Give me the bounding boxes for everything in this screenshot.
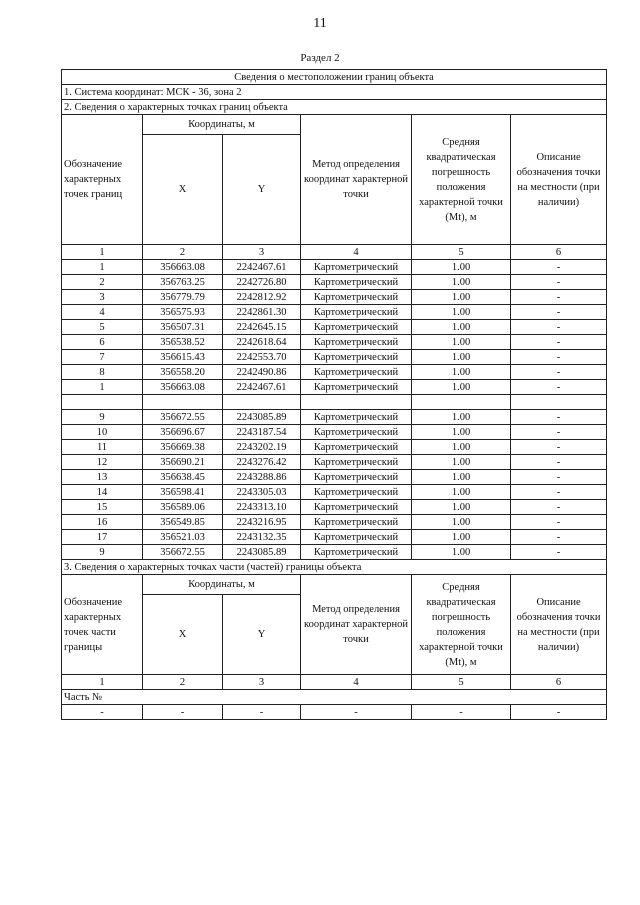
y-cell: 2243313.10 <box>223 500 301 515</box>
empty-cell <box>62 395 143 410</box>
empty-cell <box>511 395 607 410</box>
mt-cell: 1.00 <box>412 455 511 470</box>
description-cell: - <box>511 365 607 380</box>
y-cell: 2242618.64 <box>223 335 301 350</box>
description-cell: - <box>511 320 607 335</box>
coord-system: 1. Система координат: МСК - 36, зона 2 <box>62 85 607 100</box>
method-cell: Картометрический <box>301 545 412 560</box>
x-cell: 356779.79 <box>143 290 223 305</box>
method-cell: Картометрический <box>301 290 412 305</box>
method-cell: Картометрический <box>301 410 412 425</box>
column-number: 3 <box>223 675 301 690</box>
point-id-cell: 3 <box>62 290 143 305</box>
table-row <box>62 350 607 365</box>
table-row <box>62 320 607 335</box>
point-id-cell: 1 <box>62 380 143 395</box>
description-cell: - <box>511 410 607 425</box>
point-id-cell: 17 <box>62 530 143 545</box>
part-cell: - <box>511 705 607 720</box>
column-number: 5 <box>412 675 511 690</box>
method-cell: Картометрический <box>301 320 412 335</box>
mt-cell: 1.00 <box>412 515 511 530</box>
table-row <box>62 305 607 320</box>
table-row <box>62 425 607 440</box>
method-cell: Картометрический <box>301 530 412 545</box>
x-cell: 356558.20 <box>143 365 223 380</box>
mt-cell: 1.00 <box>412 500 511 515</box>
description-cell: - <box>511 350 607 365</box>
x-cell: 356696.67 <box>143 425 223 440</box>
description-cell: - <box>511 470 607 485</box>
method-cell: Картометрический <box>301 365 412 380</box>
mt-cell: 1.00 <box>412 440 511 455</box>
point-id-cell: 5 <box>62 320 143 335</box>
method-cell: Картометрический <box>301 350 412 365</box>
column-number: 6 <box>511 675 607 690</box>
table-row <box>62 440 607 455</box>
mt-cell: 1.00 <box>412 335 511 350</box>
part-label: Часть № <box>62 690 607 705</box>
x-cell: 356615.43 <box>143 350 223 365</box>
y-cell: 2242812.92 <box>223 290 301 305</box>
table-row <box>62 365 607 380</box>
description-cell: - <box>511 290 607 305</box>
part-header-designation: Обозначение характерных точек части границы <box>62 575 143 675</box>
description-cell: - <box>511 455 607 470</box>
mt-cell: 1.00 <box>412 545 511 560</box>
table-row <box>62 410 607 425</box>
description-cell: - <box>511 515 607 530</box>
y-cell: 2243305.03 <box>223 485 301 500</box>
mt-cell: 1.00 <box>412 365 511 380</box>
part-section-title: 3. Сведения о характерных точках части (частей) границы объекта <box>62 560 607 575</box>
part-header-x: X <box>143 595 223 675</box>
table-title: Сведения о местоположении границ объекта <box>62 70 607 85</box>
point-id-cell: 14 <box>62 485 143 500</box>
x-cell: 356763.25 <box>143 275 223 290</box>
y-cell: 2242490.86 <box>223 365 301 380</box>
table-row <box>62 485 607 500</box>
empty-cell <box>223 395 301 410</box>
description-cell: - <box>511 545 607 560</box>
page-number: 11 <box>313 16 327 31</box>
point-id-cell: 9 <box>62 410 143 425</box>
method-cell: Картометрический <box>301 440 412 455</box>
x-cell: 356669.38 <box>143 440 223 455</box>
table-row <box>62 380 607 395</box>
mt-cell: 1.00 <box>412 425 511 440</box>
part-cell: - <box>301 705 412 720</box>
table-row <box>62 260 607 275</box>
column-number: 2 <box>143 245 223 260</box>
y-cell: 2242467.61 <box>223 260 301 275</box>
description-cell: - <box>511 530 607 545</box>
point-id-cell: 11 <box>62 440 143 455</box>
point-id-cell: 1 <box>62 260 143 275</box>
y-cell: 2243085.89 <box>223 410 301 425</box>
y-cell: 2243276.42 <box>223 455 301 470</box>
header-description: Описание обозначения точки на местности (при наличии) <box>511 115 607 245</box>
points-section-title: 2. Сведения о характерных точках границ объекта <box>62 100 607 115</box>
method-cell: Картометрический <box>301 470 412 485</box>
part-header-y: Y <box>223 595 301 675</box>
y-cell: 2242861.30 <box>223 305 301 320</box>
method-cell: Картометрический <box>301 260 412 275</box>
header-coords: Координаты, м <box>143 115 301 135</box>
y-cell: 2243216.95 <box>223 515 301 530</box>
part-data-row <box>62 705 607 720</box>
table-row <box>62 290 607 305</box>
x-cell: 356589.06 <box>143 500 223 515</box>
empty-cell <box>301 395 412 410</box>
part-cell: - <box>143 705 223 720</box>
y-cell: 2243085.89 <box>223 545 301 560</box>
x-cell: 356598.41 <box>143 485 223 500</box>
method-cell: Картометрический <box>301 305 412 320</box>
table-row <box>62 530 607 545</box>
header-x: X <box>143 135 223 245</box>
header-designation: Обозначение характерных точек границ <box>62 115 143 245</box>
mt-cell: 1.00 <box>412 485 511 500</box>
x-cell: 356638.45 <box>143 470 223 485</box>
column-number: 6 <box>511 245 607 260</box>
method-cell: Картометрический <box>301 425 412 440</box>
y-cell: 2243202.19 <box>223 440 301 455</box>
x-cell: 356663.08 <box>143 380 223 395</box>
mt-cell: 1.00 <box>412 410 511 425</box>
point-id-cell: 12 <box>62 455 143 470</box>
x-cell: 356549.85 <box>143 515 223 530</box>
description-cell: - <box>511 305 607 320</box>
point-id-cell: 15 <box>62 500 143 515</box>
point-id-cell: 6 <box>62 335 143 350</box>
description-cell: - <box>511 500 607 515</box>
part-header-mt: Средняя квадратическая погрешность положения характерной точки (Mt), м <box>412 575 511 675</box>
part-section-row <box>62 560 607 575</box>
description-cell: - <box>511 440 607 455</box>
part-header-row <box>62 575 607 595</box>
part-cell: - <box>223 705 301 720</box>
x-cell: 356690.21 <box>143 455 223 470</box>
mt-cell: 1.00 <box>412 530 511 545</box>
table-row <box>62 515 607 530</box>
mt-cell: 1.00 <box>412 320 511 335</box>
mt-cell: 1.00 <box>412 380 511 395</box>
table-row <box>62 455 607 470</box>
y-cell: 2243288.86 <box>223 470 301 485</box>
y-cell: 2243132.35 <box>223 530 301 545</box>
point-id-cell: 7 <box>62 350 143 365</box>
table-row <box>62 500 607 515</box>
x-cell: 356521.03 <box>143 530 223 545</box>
header-method: Метод определения координат характерной точки <box>301 115 412 245</box>
table-row <box>62 470 607 485</box>
column-number: 1 <box>62 675 143 690</box>
point-id-cell: 10 <box>62 425 143 440</box>
part-label-row <box>62 690 607 705</box>
method-cell: Картометрический <box>301 485 412 500</box>
header-y: Y <box>223 135 301 245</box>
y-cell: 2242726.80 <box>223 275 301 290</box>
part-cell: - <box>62 705 143 720</box>
y-cell: 2243187.54 <box>223 425 301 440</box>
method-cell: Картометрический <box>301 335 412 350</box>
method-cell: Картометрический <box>301 455 412 470</box>
table-row <box>62 335 607 350</box>
point-id-cell: 16 <box>62 515 143 530</box>
column-number-row <box>62 245 607 260</box>
part-header-coords: Координаты, м <box>143 575 301 595</box>
empty-cell <box>412 395 511 410</box>
column-number: 2 <box>143 675 223 690</box>
mt-cell: 1.00 <box>412 290 511 305</box>
description-cell: - <box>511 275 607 290</box>
part-column-number-row <box>62 675 607 690</box>
mt-cell: 1.00 <box>412 275 511 290</box>
description-cell: - <box>511 425 607 440</box>
point-id-cell: 8 <box>62 365 143 380</box>
description-cell: - <box>511 335 607 350</box>
header-mt: Средняя квадратическая погрешность положения характерной точки (Mt), м <box>412 115 511 245</box>
column-number: 3 <box>223 245 301 260</box>
method-cell: Картометрический <box>301 275 412 290</box>
x-cell: 356672.55 <box>143 545 223 560</box>
mt-cell: 1.00 <box>412 350 511 365</box>
column-number: 1 <box>62 245 143 260</box>
y-cell: 2242467.61 <box>223 380 301 395</box>
description-cell: - <box>511 260 607 275</box>
point-id-cell: 4 <box>62 305 143 320</box>
mt-cell: 1.00 <box>412 305 511 320</box>
method-cell: Картометрический <box>301 380 412 395</box>
method-cell: Картометрический <box>301 515 412 530</box>
column-number: 5 <box>412 245 511 260</box>
x-cell: 356663.08 <box>143 260 223 275</box>
y-cell: 2242553.70 <box>223 350 301 365</box>
x-cell: 356507.31 <box>143 320 223 335</box>
x-cell: 356672.55 <box>143 410 223 425</box>
mt-cell: 1.00 <box>412 260 511 275</box>
point-id-cell: 9 <box>62 545 143 560</box>
description-cell: - <box>511 485 607 500</box>
section-title: Раздел 2 <box>300 52 340 64</box>
column-number: 4 <box>301 245 412 260</box>
point-id-cell: 2 <box>62 275 143 290</box>
table-row <box>62 275 607 290</box>
point-id-cell: 13 <box>62 470 143 485</box>
contour-separator-row <box>62 395 607 410</box>
x-cell: 356575.93 <box>143 305 223 320</box>
description-cell: - <box>511 380 607 395</box>
empty-cell <box>143 395 223 410</box>
mt-cell: 1.00 <box>412 470 511 485</box>
boundary-table <box>61 69 607 720</box>
part-cell: - <box>412 705 511 720</box>
column-number: 4 <box>301 675 412 690</box>
part-header-method: Метод определения координат характерной точки <box>301 575 412 675</box>
y-cell: 2242645.15 <box>223 320 301 335</box>
x-cell: 356538.52 <box>143 335 223 350</box>
table-row <box>62 545 607 560</box>
part-header-description: Описание обозначения точки на местности (при наличии) <box>511 575 607 675</box>
method-cell: Картометрический <box>301 500 412 515</box>
